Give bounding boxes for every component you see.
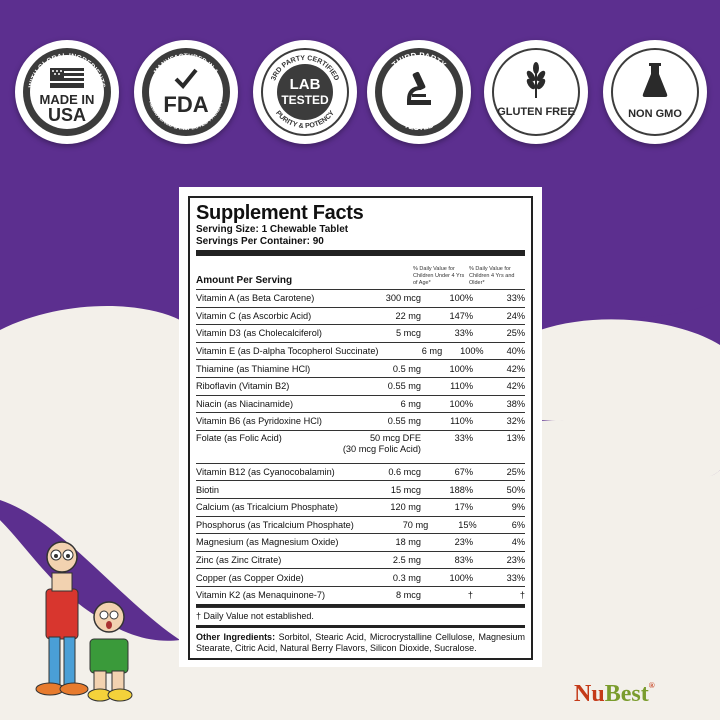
dv-under4: † xyxy=(467,590,473,601)
table-row xyxy=(196,586,525,604)
amount: 2.5 mg xyxy=(392,555,421,566)
amount: 0.55 mg xyxy=(387,416,421,427)
dv-4plus-header: % Daily Value for Children 4 Yrs and Older* xyxy=(469,266,515,286)
dv-under4: 188% xyxy=(449,484,473,495)
table-row xyxy=(196,289,525,307)
other-ingredients-label: Other Ingredients: xyxy=(196,631,276,642)
amount: 8 mcg xyxy=(395,590,421,601)
fda-badge xyxy=(134,40,238,144)
amount: 70 mg xyxy=(402,519,429,530)
other-ingredients xyxy=(196,632,525,654)
logo-mark: ® xyxy=(648,681,655,690)
dv-4plus: 23% xyxy=(506,555,525,566)
servings-per-container: Servings Per Container: 90 xyxy=(196,236,324,247)
nutrient-name: Folate (as Folic Acid) xyxy=(196,432,282,443)
facts-header xyxy=(196,256,525,289)
svg-text:PURITY & POTENCY: PURITY & POTENCY xyxy=(274,109,336,131)
flask-icon xyxy=(641,62,669,98)
table-row xyxy=(196,498,525,516)
amount: 0.3 mg xyxy=(392,572,421,583)
dv-4plus: 25% xyxy=(506,467,525,478)
nutrient-name: Vitamin A (as Beta Carotene) xyxy=(196,293,315,304)
amount-header: Amount Per Serving xyxy=(196,275,293,286)
kids-illustration xyxy=(22,535,142,710)
amount: 18 mg xyxy=(395,537,421,548)
table-row xyxy=(196,533,525,551)
dv-4plus: 4% xyxy=(511,537,525,548)
nutrient-name: Vitamin B6 (as Pyridoxine HCl) xyxy=(196,416,322,427)
dv-4plus: 13% xyxy=(506,432,525,443)
table-row xyxy=(196,395,525,413)
table-row xyxy=(196,516,525,534)
amount: 0.5 mg xyxy=(392,363,421,374)
nutrient-name: Magnesium (as Magnesium Oxide) xyxy=(196,537,339,548)
amount: 22 mg xyxy=(395,310,421,321)
dv-4plus: 40% xyxy=(506,346,525,357)
table-row xyxy=(196,480,525,498)
dv-under4: 17% xyxy=(454,502,473,513)
facts-title: Supplement Facts xyxy=(196,202,364,224)
amount-line1: 50 mcg DFE xyxy=(369,432,421,443)
facts-rows xyxy=(196,289,525,604)
table-row xyxy=(196,551,525,569)
table-row xyxy=(196,342,525,360)
nutrient-name: Phosphorus (as Tricalcium Phosphate) xyxy=(196,519,354,530)
badge-line1: MADE IN xyxy=(39,92,95,107)
amount: 0.6 mcg xyxy=(388,467,421,478)
nutrient-name: Riboflavin (Vitamin B2) xyxy=(196,381,290,392)
dv-under4: 100% xyxy=(449,572,473,583)
svg-text:WITH GLOBAL INGREDIENTS: WITH GLOBAL INGREDIENTS xyxy=(28,52,106,89)
non-gmo-badge xyxy=(603,40,707,144)
amount xyxy=(341,433,421,455)
dv-under4: 33% xyxy=(454,432,473,443)
dv-4plus: 50% xyxy=(506,484,525,495)
amount: 120 mg xyxy=(390,502,421,513)
amount-line2: (30 mcg Folic Acid) xyxy=(342,443,421,454)
svg-text:TESTED: TESTED xyxy=(402,120,436,133)
badge-line2: USA xyxy=(47,105,86,125)
nutrient-name: Vitamin C (as Ascorbic Acid) xyxy=(196,310,312,321)
dv-under4: 100% xyxy=(449,293,473,304)
dv-under4: 67% xyxy=(454,467,473,478)
checkmark-icon xyxy=(174,67,198,89)
dv-4plus: 42% xyxy=(506,363,525,374)
dv-under4: 110% xyxy=(450,381,473,392)
made-in-usa-badge xyxy=(15,40,119,144)
nutrient-name: Thiamine (as Thiamine HCl) xyxy=(196,363,311,374)
dv-under4: 110% xyxy=(450,416,473,427)
badge-line1: FDA xyxy=(163,92,209,117)
dv-under4: 100% xyxy=(460,346,484,357)
badge-line2: TESTED xyxy=(281,93,329,107)
nutrient-name: Calcium (as Tricalcium Phosphate) xyxy=(196,502,338,513)
dv-4plus: 24% xyxy=(506,310,525,321)
table-row xyxy=(196,359,525,377)
svg-text:MANUFACTURED IN A: MANUFACTURED IN A xyxy=(152,52,220,76)
amount: 6 mg xyxy=(421,346,443,357)
footnote: † Daily Value not established. xyxy=(196,607,525,625)
us-flag-icon xyxy=(50,68,84,88)
badge-line1: GLUTEN FREE xyxy=(497,106,575,118)
dv-4plus: 33% xyxy=(506,293,525,304)
nutrient-name: Vitamin K2 (as Menaquinone-7) xyxy=(196,590,326,601)
nutrient-name: Vitamin D3 (as Cholecalciferol) xyxy=(196,328,322,339)
dv-under4: 100% xyxy=(449,363,473,374)
nutrient-name: Vitamin E (as D-alpha Tocopherol Succinate) xyxy=(196,346,379,357)
table-row xyxy=(196,412,525,430)
divider xyxy=(196,625,525,628)
table-row xyxy=(196,307,525,325)
dv-4plus: 6% xyxy=(511,519,526,530)
dv-4plus: 25% xyxy=(506,328,525,339)
dv-under4: 33% xyxy=(454,328,473,339)
dv-4plus: 9% xyxy=(511,502,525,513)
table-row xyxy=(196,430,525,463)
table-row xyxy=(196,377,525,395)
logo-part1: Nu xyxy=(574,681,605,707)
table-row xyxy=(196,463,525,481)
nutrient-name: Biotin xyxy=(196,484,219,495)
third-party-tested-badge xyxy=(367,40,471,144)
svg-text:THIRD PARTY: THIRD PARTY xyxy=(390,50,448,70)
table-row xyxy=(196,568,525,586)
supplement-facts-label xyxy=(188,196,533,660)
dv-4plus: 33% xyxy=(506,572,525,583)
dv-4plus: 38% xyxy=(506,398,525,409)
dv-under4: 147% xyxy=(449,310,473,321)
dv-under4: 15% xyxy=(458,519,477,530)
brand-logo xyxy=(574,681,655,708)
badge-line1: NON GMO xyxy=(628,108,682,120)
amount: 0.55 mg xyxy=(387,381,421,392)
table-row xyxy=(196,324,525,342)
wheat-icon xyxy=(522,62,550,100)
lab-tested-badge xyxy=(253,40,357,144)
amount: 15 mcg xyxy=(390,484,421,495)
dv-4plus: † xyxy=(519,590,525,601)
other-ingredients-text: Sorbitol, Stearic Acid, Microcrystalline Cellulose, Magnesium Stearate, Citric Acid, Natural Berry Flavors, Silicon Dioxide, Sucralose. xyxy=(196,631,526,653)
gluten-free-badge xyxy=(484,40,588,144)
amount: 300 mcg xyxy=(385,293,421,304)
badge-line1: LAB xyxy=(289,76,321,93)
amount: 5 mcg xyxy=(395,328,421,339)
dv-4plus: 32% xyxy=(506,416,525,427)
nutrient-name: Niacin (as Niacinamide) xyxy=(196,398,294,409)
nutrient-name: Copper (as Copper Oxide) xyxy=(196,572,304,583)
microscope-icon xyxy=(403,70,435,112)
svg-text:3RD PARTY CERTIFIED: 3RD PARTY CERTIFIED xyxy=(270,54,340,82)
dv-under4: 100% xyxy=(449,398,473,409)
nutrient-name: Vitamin B12 (as Cyanocobalamin) xyxy=(196,467,335,478)
dv-under4-header: % Daily Value for Children Under 4 Yrs of Age* xyxy=(413,266,465,286)
svg-text:REGISTERED & INSPECTED FACILIT: REGISTERED & INSPECTED FACILITY xyxy=(147,100,225,133)
serving-size: Serving Size: 1 Chewable Tablet xyxy=(196,224,349,235)
dv-under4: 23% xyxy=(454,537,473,548)
logo-part2: Best xyxy=(604,681,649,707)
nutrient-name: Zinc (as Zinc Citrate) xyxy=(196,555,282,566)
dv-under4: 83% xyxy=(454,555,473,566)
dv-4plus: 42% xyxy=(506,381,525,392)
amount: 6 mg xyxy=(400,398,421,409)
